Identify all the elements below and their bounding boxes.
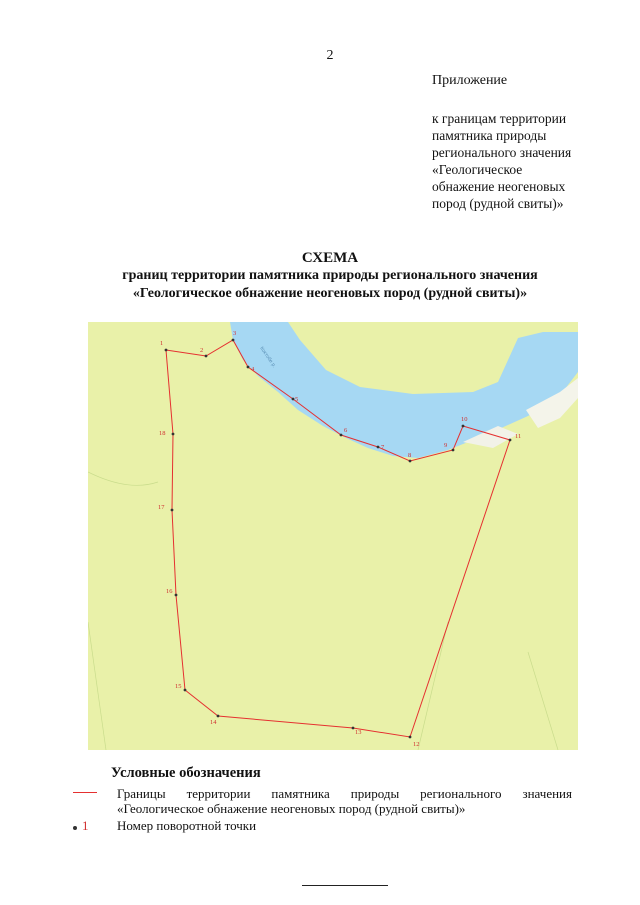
turning-point-label-17: 17	[158, 504, 165, 511]
turning-point-5	[292, 398, 295, 401]
turning-point-16	[175, 594, 178, 597]
turning-point-label-6: 6	[344, 427, 348, 434]
turning-point-label-7: 7	[381, 444, 385, 451]
turning-point-6	[340, 434, 343, 437]
legend-point-number: 1	[82, 818, 89, 833]
turning-point-7	[377, 446, 380, 449]
legend-boundary-swatch	[73, 792, 97, 793]
turning-point-label-16: 16	[166, 588, 173, 595]
turning-point-label-14: 14	[210, 719, 217, 726]
territory-map	[88, 322, 578, 750]
schema-title: СХЕМА	[301, 250, 359, 266]
legend-boundary-text-cont: «Геологическое обнажение неогеновых пород (рудной свиты)»	[117, 801, 466, 816]
legend-point-text: Номер поворотной точки	[117, 818, 257, 833]
turning-point-1	[165, 349, 168, 352]
page-number: 2	[326, 48, 334, 63]
turning-point-label-18: 18	[159, 430, 166, 437]
turning-point-label-2: 2	[200, 347, 204, 354]
turning-point-4	[247, 366, 250, 369]
river-label: Коктобе р.	[258, 345, 278, 369]
turning-point-label-15: 15	[175, 683, 182, 690]
turning-point-14	[217, 715, 220, 718]
legend-title: Условные обозначения	[111, 765, 261, 781]
turning-point-label-13: 13	[355, 729, 362, 736]
legend-point-dot	[73, 826, 77, 830]
turning-point-8	[409, 460, 412, 463]
turning-point-13	[352, 727, 355, 730]
turning-point-label-3: 3	[233, 330, 237, 337]
turning-point-9	[452, 449, 455, 452]
footer-rule	[302, 885, 388, 886]
turning-point-label-10: 10	[461, 416, 468, 423]
turning-point-label-11: 11	[515, 433, 522, 440]
appendix-text: к границам территории памятника природы регионального значения «Геологическое обнажение неогеновых пород (рудной свиты)»	[432, 111, 572, 211]
turning-point-label-8: 8	[408, 452, 412, 459]
legend-boundary-text: Границы территории памятника природы регионального значения	[117, 786, 572, 801]
turning-point-15	[184, 689, 187, 692]
appendix-title: Приложение	[432, 73, 508, 88]
turning-point-2	[205, 355, 208, 358]
turning-point-label-1: 1	[160, 340, 164, 347]
schema-subtitle-line1: границ территории памятника природы регионального значения	[122, 268, 538, 283]
turning-point-17	[171, 509, 174, 512]
turning-point-label-12: 12	[413, 741, 420, 748]
turning-point-10	[462, 425, 465, 428]
turning-point-18	[172, 433, 175, 436]
turning-point-11	[509, 439, 512, 442]
turning-point-label-5: 5	[295, 396, 299, 403]
turning-point-label-4: 4	[251, 366, 255, 373]
turning-point-12	[409, 736, 412, 739]
schema-subtitle-line2: «Геологическое обнажение неогеновых пород (рудной свиты)»	[132, 286, 528, 301]
turning-point-label-9: 9	[444, 442, 448, 449]
turning-point-3	[232, 339, 235, 342]
